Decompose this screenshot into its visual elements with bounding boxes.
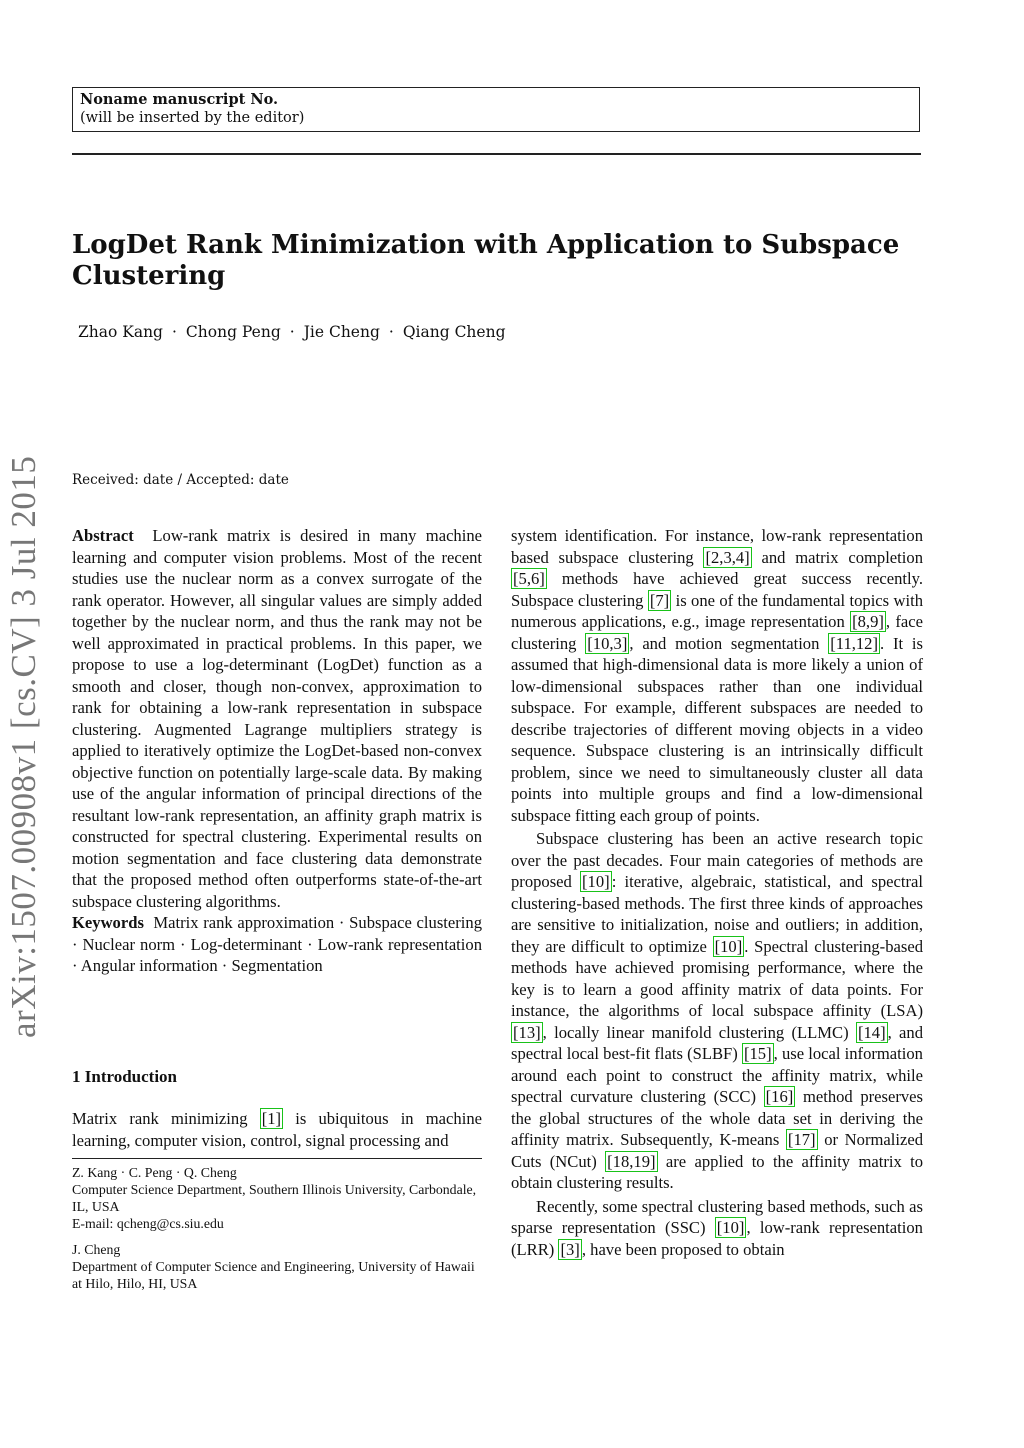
text-run: : iterative, algebraic, statistical, and spectral clustering-based methods. The first three kinds of approaches are sensitive to initialization, noise and outliers; in addition, they are difficult to optimize: [511, 872, 924, 956]
text-run: methods have achieved great success recently. Subspace clustering: [511, 569, 923, 610]
footnote-email: E-mail: qcheng@cs.siu.edu: [72, 1216, 224, 1231]
author-separator: ·: [388, 323, 394, 341]
citation-link[interactable]: [5,6]: [513, 569, 545, 588]
manuscript-header-box: [72, 87, 920, 132]
abstract: [72, 525, 482, 912]
text-run: , low-rank representation (LRR): [511, 1218, 923, 1259]
citation-link[interactable]: [1]: [261, 1109, 282, 1128]
citation-link[interactable]: [3]: [560, 1239, 580, 1259]
text-run: are applied to the affinity matrix to obtain clustering results.: [511, 1151, 924, 1192]
footnote-affiliation: Computer Science Department, Southern Illinois University, Carbondale, IL, USA: [72, 1182, 477, 1214]
text-run: , have been proposed to obtain: [581, 1239, 785, 1259]
author-separator: ·: [289, 323, 295, 341]
citation-link[interactable]: [16]: [765, 1087, 794, 1106]
text-run: and matrix completion: [761, 547, 923, 567]
text-run: , use local information around each point to construct the affinity matrix, while spectral curvature clustering (SCC): [511, 1044, 923, 1106]
received-date: Received: date / Accepted: date: [72, 472, 289, 488]
author: Qiang Cheng: [402, 323, 506, 341]
editor-note: (will be inserted by the editor): [80, 110, 305, 126]
text-run: Subspace clustering has been an active research topic over the past decades. Four main categories of methods are proposed: [511, 829, 923, 891]
paper-title: LogDet Rank Minimization with Application to Subspace Clustering: [72, 230, 900, 291]
citation-link[interactable]: [10]: [716, 1218, 745, 1237]
text-run: is ubiquitous in machine learning, computer vision, control, signal processing and: [72, 1109, 482, 1150]
intro-paragraph: [511, 828, 923, 1194]
author: Jie Cheng: [303, 323, 380, 341]
keywords-label: Keywords: [72, 913, 144, 932]
text-run: is one of the fundamental topics with numerous applications, e.g., image representation: [511, 590, 923, 631]
citation-link[interactable]: [10]: [714, 936, 743, 956]
section-heading: 1 Introduction: [72, 1067, 178, 1086]
text-run: system identification. For instance, low-rank representation based subspace clustering: [511, 526, 923, 567]
intro-paragraph: [72, 1108, 482, 1151]
citation-link[interactable]: [11,12]: [830, 633, 879, 653]
citation-link[interactable]: [17]: [787, 1130, 816, 1149]
text-run: or Normalized Cuts (NCut): [511, 1130, 923, 1171]
citation-link[interactable]: [7]: [649, 590, 670, 610]
manuscript-number: Noname manuscript No.: [80, 91, 279, 108]
intro-paragraph: [511, 525, 923, 826]
citation-link[interactable]: [8,9]: [852, 612, 884, 631]
abstract-text: Low-rank matrix is desired in many machine learning and computer vision problems. Most of the recent studies use the nuclear norm as a convex surrogate of the rank operator. However, all singular values are simply added together by the nuclear norm, and thus the rank may not be well approximated in practical problems. In this paper, we propose to use a log-determinant (LogDet) function as a smooth and closer, though non-convex, approximation to rank for obtaining a low-rank representation in subspace clustering. Augmented Lagrange multipliers strategy is applied to iteratively optimize the LogDet-based non-convex objective function on potentially large-scale data. By making use of the angular information of principal directions of the resultant low-rank representation, an affinity graph matrix is constructed for spectral clustering. Experimental results on motion segmentation and face clustering data demonstrate that the proposed method often outperforms state-of-the-art subspace clustering algorithms.: [72, 526, 482, 911]
text-run: , face clustering: [511, 612, 923, 653]
text-run: Matrix rank minimizing: [72, 1109, 248, 1128]
author: Chong Peng: [185, 323, 281, 341]
text-run: method preserves the global structures of the whole data set in deriving the affinity matrix. Subsequently, K-means: [511, 1087, 923, 1149]
author-list: [78, 323, 506, 341]
arxiv-stamp: arXiv:1507.00908v1 [cs.CV] 3 Jul 2015: [4, 455, 43, 1038]
text-run: Recently, some spectral clustering based methods, such as sparse representation (SSC): [511, 1196, 923, 1237]
text-run: , and motion segmentation: [629, 633, 820, 653]
right-column: [511, 525, 923, 1260]
footnote-names: Z. Kang · C. Peng · Q. Cheng: [72, 1165, 237, 1180]
citation-link[interactable]: [18,19]: [607, 1151, 656, 1171]
footnote-rule: [72, 1158, 482, 1159]
intro-paragraph: [511, 1196, 923, 1261]
keywords: [72, 912, 482, 977]
text-run: , locally linear manifold clustering (LLMC): [542, 1022, 849, 1042]
citation-link[interactable]: [15]: [743, 1044, 772, 1063]
abstract-label: Abstract: [72, 526, 134, 545]
text-run: . It is assumed that high-dimensional data is more likely a union of low-dimensional subspaces rather than one individual subspace. For example, different subspaces are needed to describe trajectories of different moving objects in a video sequence. Subspace clustering is an intrinsically difficult problem, since we need to simultaneously cluster all data points into multiple groups and find a low-dimensional subspace fitting each group of points.: [511, 633, 923, 825]
citation-link[interactable]: [14]: [857, 1022, 886, 1042]
text-run: , and spectral local best-fit flats (SLBF): [511, 1022, 924, 1063]
keywords-text: Matrix rank approximation · Subspace clustering · Nuclear norm · Log-determinant · Low-rank representation · Angular information · Segmentation: [72, 913, 482, 975]
author-footnotes: [72, 1164, 482, 1292]
author: Zhao Kang: [78, 323, 163, 341]
citation-link[interactable]: [10,3]: [587, 633, 628, 653]
abstract-column: [72, 525, 482, 977]
footnote-affiliation: Department of Computer Science and Engineering, University of Hawaii at Hilo, Hilo, HI, USA: [72, 1259, 475, 1291]
citation-link[interactable]: [10]: [582, 872, 610, 891]
citation-link[interactable]: [2,3,4]: [705, 547, 750, 567]
footnote-names: J. Cheng: [72, 1242, 121, 1257]
text-run: . Spectral clustering-based methods have achieved promising performance, where the key is to learn a good affinity matrix of data points. For instance, the algorithms of local subspace affinity (LSA): [511, 936, 923, 1020]
citation-link[interactable]: [13]: [513, 1022, 541, 1042]
header-rule: [72, 153, 921, 155]
author-separator: ·: [171, 323, 177, 341]
